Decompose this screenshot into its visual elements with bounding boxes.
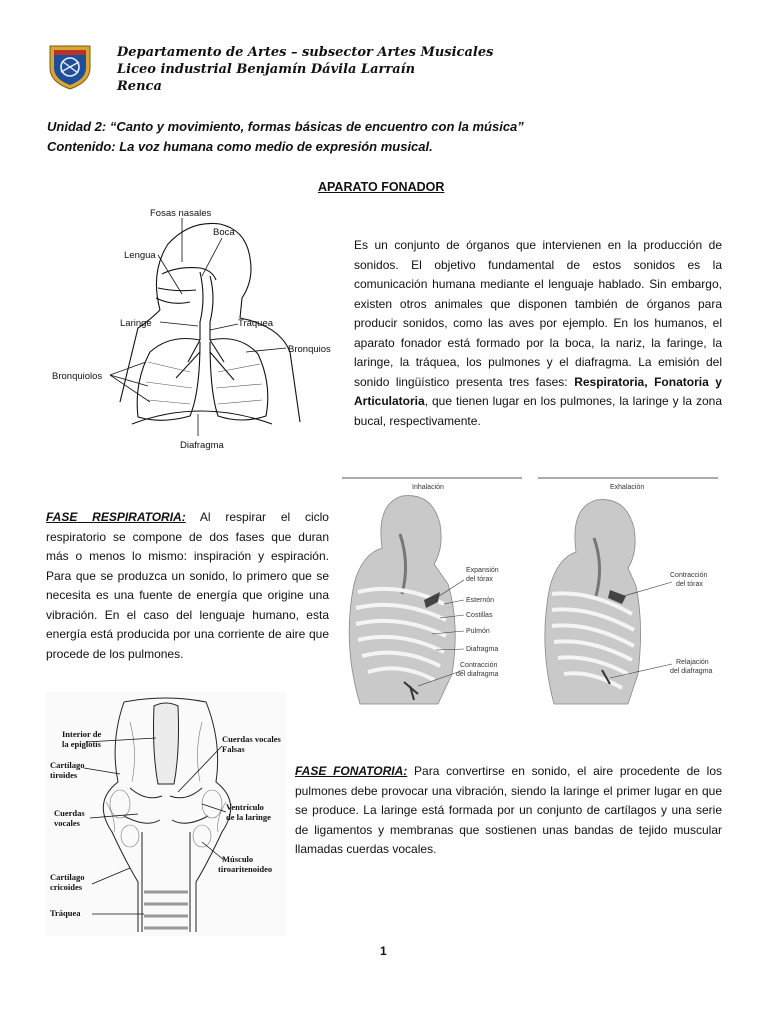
label-cuerdas-vocales: Cuerdas <box>54 808 85 818</box>
label-expansion-b: del tórax <box>466 576 493 583</box>
intro-text-a: Es un conjunto de órganos que intervienen en la producción de sonidos. El objetivo fundamental de estos sonidos es la comunicación humana mediante el lenguaje hablado. Sin embargo, existen otros animales que disponen también de órganos para producir sonidos, como las aves por ejemplo. En los humanos, el aparato fonador está formado por la boca, la nariz, la faringe, la laringe, la tráquea, los pulmones y el diafragma. La emisión del sonido lingüístico presenta tres fases: <box>354 238 722 389</box>
label-esternon: Esternón <box>466 597 495 604</box>
label-bronquios: Bronquios <box>288 344 331 355</box>
fonatoria-label: FASE FONATORIA: <box>295 764 408 778</box>
label-tiroides-b: tiroides <box>50 770 78 780</box>
label-fosas-nasales: Fosas nasales <box>150 208 212 219</box>
fonatoria-text: Para convertirse en sonido, el aire procedente de los pulmones debe provocar una vibración, siendo la laringe el primer lugar en que se produce. La laringe está formada por un conjunto de cartílagos y una serie de ligamentos y membranas que sostienen unas bandas de tejido muscular llamadas cuerdas vocales. <box>295 764 723 856</box>
label-pulmon: Pulmón <box>466 628 490 635</box>
intro-text-b: , que tienen lugar en los pulmones, la laringe y la zona bucal, respectivamente. <box>354 394 722 428</box>
label-musculo: Músculo <box>222 854 254 864</box>
label-traquea: Tráquea <box>238 318 274 329</box>
label-contraccion-torax-b: del tórax <box>676 581 703 588</box>
label-cricoides-b: cricoides <box>50 882 83 892</box>
unit-content: Contenido: La voz humana como medio de expresión musical. <box>47 139 433 154</box>
label-traquea-larynx: Tráquea <box>50 908 81 918</box>
label-cuerdas-falsas: Cuerdas vocales <box>222 734 281 744</box>
label-cuerdas-falsas-b: Falsas <box>222 744 245 754</box>
fonatoria-paragraph <box>295 762 722 860</box>
label-inhalacion: Inhalación <box>412 484 444 491</box>
respiratoria-paragraph <box>46 508 329 664</box>
label-diafragma: Diafragma <box>180 440 224 451</box>
label-relajacion-b: del diafragma <box>670 668 713 675</box>
school-shield-icon <box>47 42 93 90</box>
vocal-apparatus-figure <box>50 202 340 457</box>
label-expansion: Expansión <box>466 567 499 574</box>
label-ventriculo: Ventrículo <box>226 802 264 812</box>
label-ventriculo-b: de la laringe <box>226 812 271 822</box>
page-number: 1 <box>380 944 387 958</box>
unit-title: Unidad 2: “Canto y movimiento, formas básicas de encuentro con la música” <box>47 119 524 134</box>
larynx-figure <box>46 692 286 936</box>
label-bronquiolos: Bronquiolos <box>52 371 103 382</box>
label-tiroides: Cartílago <box>50 760 85 770</box>
section-title: APARATO FONADOR <box>318 180 445 194</box>
label-exhalacion: Exhalación <box>610 484 645 491</box>
label-contraccion-diafragma: Contracción <box>460 662 498 669</box>
header-department: Departamento de Artes – subsector Artes Musicales <box>117 45 494 60</box>
school-logo <box>47 42 93 90</box>
header-commune: Renca <box>117 79 162 94</box>
label-laringe: Laringe <box>120 318 152 329</box>
label-contraccion-torax: Contracción <box>670 572 708 579</box>
inhalation-body <box>349 496 455 704</box>
label-musculo-b: tiroaritenoideo <box>218 864 273 874</box>
respiratoria-text: Al respirar el ciclo respiratorio se compone de dos fases que duran más o menos lo mismo: inspiración y espiración. Para que se produzca un sonido, lo primero que se necesita es una fuente de energía que origine una vibración. En el caso del lenguaje humano, esta energía está producida por una corriente de aire que procede de los pulmones. <box>46 510 329 661</box>
respiratoria-label: FASE RESPIRATORIA: <box>46 510 186 524</box>
label-epiglotis-b: la epiglotis <box>62 739 101 749</box>
label-cricoides: Cartílago <box>50 872 85 882</box>
label-cuerdas-vocales-b: vocales <box>54 818 80 828</box>
intro-paragraph <box>354 236 722 431</box>
label-boca: Boca <box>213 227 235 238</box>
label-diafragma-breath: Diafragma <box>466 646 499 653</box>
label-lengua: Lengua <box>124 250 156 261</box>
header-school: Liceo industrial Benjamín Dávila Larraín <box>117 62 416 77</box>
label-relajacion: Relajación <box>676 659 709 666</box>
breathing-figure <box>340 474 725 709</box>
label-costillas: Costillas <box>466 612 493 619</box>
exhalation-body <box>545 500 641 704</box>
label-contraccion-diafragma-b: del diafragma <box>456 671 499 678</box>
label-epiglotis: Interior de <box>62 729 102 739</box>
intro-phases: Respiratoria, Fonatoria y Articulatoria <box>354 374 722 408</box>
